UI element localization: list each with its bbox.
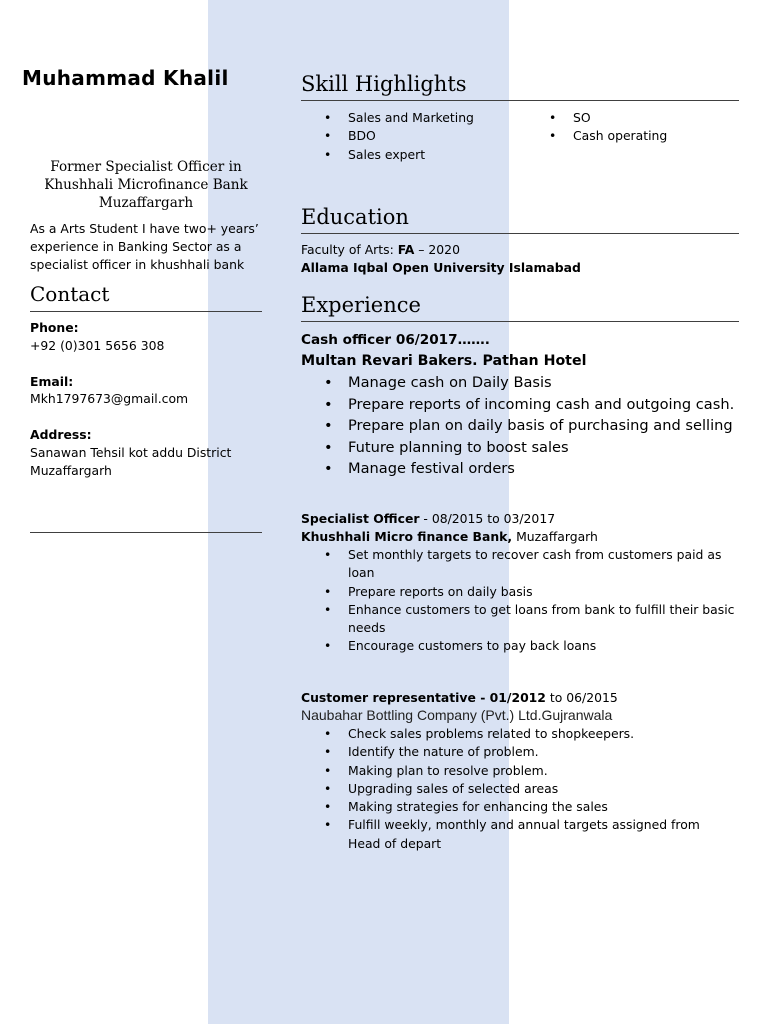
education-degree [301,241,460,259]
job2-employer [301,528,598,546]
list-item: • BDO [301,127,521,145]
job2-header [301,510,555,528]
phone-value: +92 (0)301 5656 308 [30,338,165,353]
education-heading: Education [301,205,409,229]
list-item: • Fulfill weekly, monthly and annual targets assigned from Head of depart [301,816,721,853]
job2-location: Muzaffargarh [512,529,598,544]
experience-heading: Experience [301,293,421,317]
job2-dates: - 08/2015 to 03/2017 [419,511,556,526]
skills-divider [301,100,739,101]
skills-list-right [526,109,726,146]
address-value: Sanawan Tehsil kot addu District Muzaffargarh [30,445,232,478]
list-item: • Prepare reports on daily basis [301,583,746,601]
skills-heading: Skill Highlights [301,72,467,96]
job3-title: Customer representative [301,690,476,705]
contact-heading: Contact [30,282,110,306]
job3-end-date: to 06/2015 [545,690,618,705]
job2-title: Specialist Officer [301,511,420,526]
contact-divider [30,311,262,312]
list-item: • Future planning to boost sales [301,437,751,459]
list-item: • Upgrading sales of selected areas [301,780,721,798]
list-item: • SO [526,109,726,127]
education-year: – 2020 [414,242,460,257]
list-item: • Manage cash on Daily Basis [301,372,751,394]
list-item: • Cash operating [526,127,726,145]
list-item: • Set monthly targets to recover cash from customers paid as loan [301,546,746,583]
education-level: FA [397,242,415,257]
job3-header [301,689,618,707]
job2-company: Khushhali Micro finance Bank, [301,529,513,544]
list-item: • Prepare plan on daily basis of purchasing and selling [301,415,751,437]
job2-duties [301,546,746,656]
job3-company: Naubahar Bottling Company (Pvt.) Ltd.Gujranwala [301,707,613,723]
subtitle-line: Muzaffargarh [98,195,194,211]
job1-company: Multan Revari Bakers. Pathan Hotel [301,353,587,369]
education-faculty: Faculty of Arts: [301,242,398,257]
education-divider [301,233,739,234]
phone-label: Phone: [30,320,79,335]
experience-divider [301,321,739,322]
job3-duties [301,725,721,853]
list-item: • Making strategies for enhancing the sales [301,798,721,816]
list-item: • Identify the nature of problem. [301,743,721,761]
list-item: • Check sales problems related to shopkeepers. [301,725,721,743]
candidate-name: Muhammad Khalil [22,66,229,90]
list-item: • Sales and Marketing [301,109,521,127]
address-label: Address: [30,427,92,442]
summary-text: As a Arts Student I have two+ years’ experience in Banking Sector as a specialist officer in khushhali bank [30,221,259,272]
subtitle-line: Khushhali Microfinance Bank [44,177,248,193]
list-item: • Prepare reports of incoming cash and outgoing cash. [301,394,751,416]
job3-start-date: - 01/2012 [475,690,546,705]
left-bottom-divider [30,532,262,533]
job1-duties [301,372,751,480]
list-item: • Making plan to resolve problem. [301,762,721,780]
subtitle-line: Former Specialist Officer in [50,159,242,175]
list-item: • Sales expert [301,146,521,164]
skills-list-left [301,109,521,164]
email-value[interactable]: Mkh1797673@gmail.com [30,391,189,406]
list-item: • Manage festival orders [301,458,751,480]
email-label: Email: [30,374,74,389]
job1-title: Cash officer 06/2017……. [301,332,490,348]
list-item: • Enhance customers to get loans from bank to fulfill their basic needs [301,601,746,638]
subtitle [30,158,262,212]
education-institution: Allama Iqbal Open University Islamabad [301,260,581,275]
list-item: • Encourage customers to pay back loans [301,637,746,655]
